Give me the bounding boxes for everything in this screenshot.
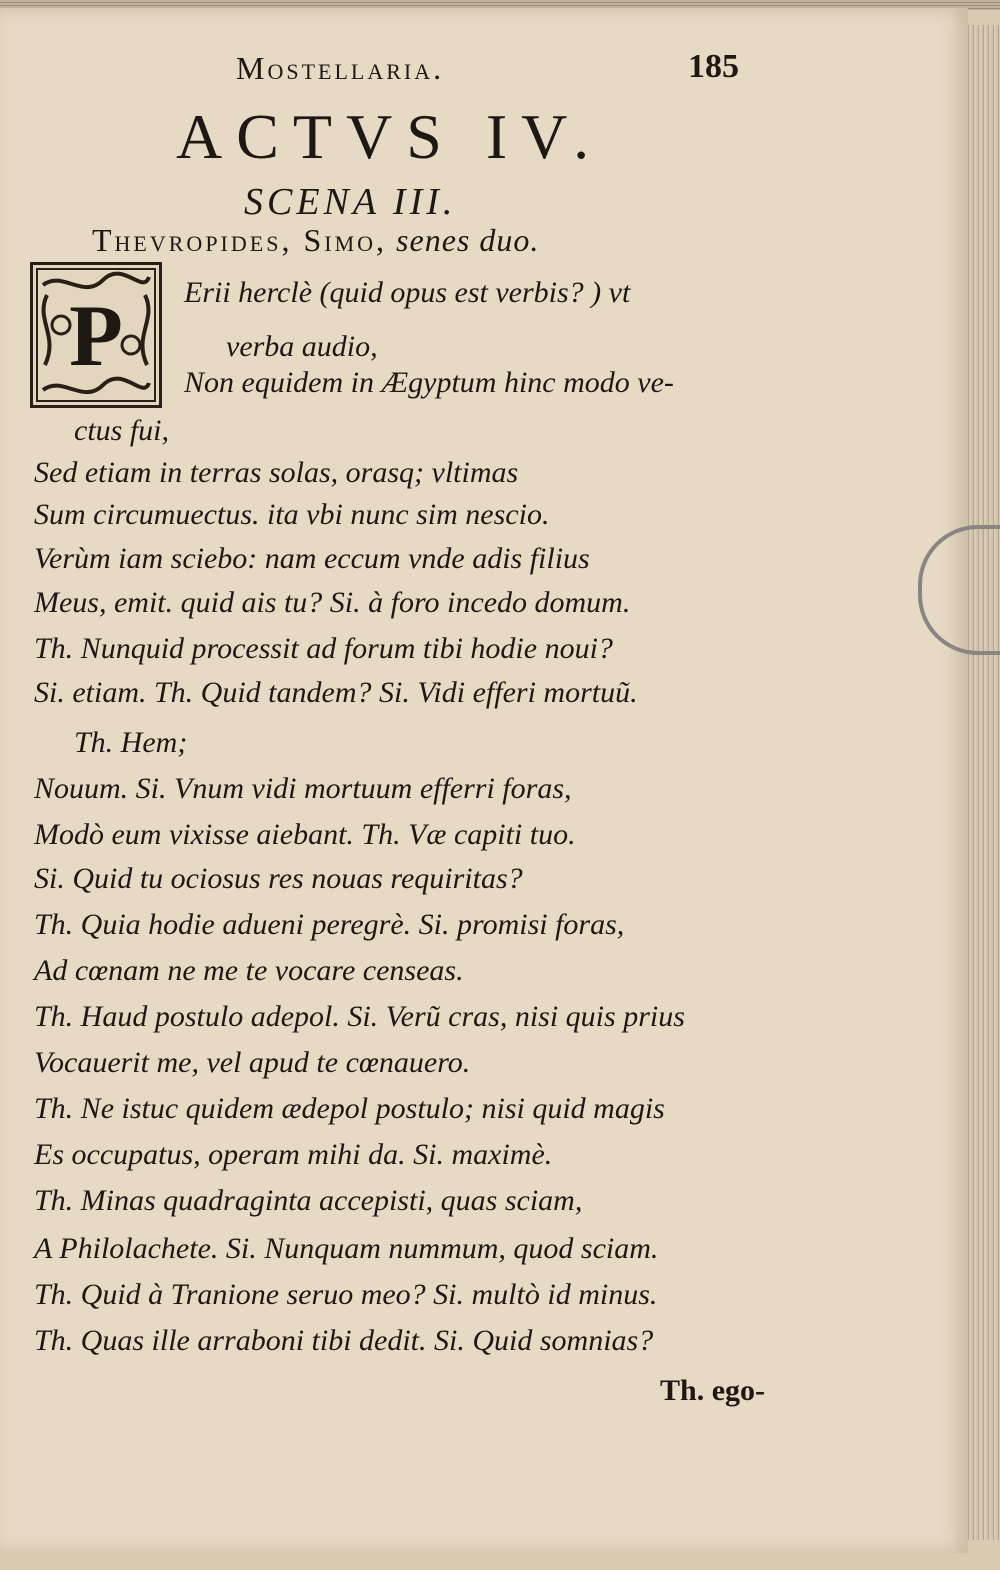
text-line: Th. Hem; [74, 726, 188, 759]
text-line: Th. Haud postulo adepol. Si. Verũ cras, nisi quis prius [34, 1000, 685, 1033]
page-edges [966, 25, 1000, 1540]
text-line: Vocauerit me, vel apud te cœnauero. [34, 1046, 471, 1079]
text-line: Th. Minas quadraginta accepisti, quas sciam, [34, 1184, 583, 1217]
text-line: Modò eum vixisse aiebant. Th. Væ capiti tuo. [34, 818, 576, 851]
text-line: Th. Ne istuc quidem ædepol postulo; nisi quid magis [34, 1092, 665, 1125]
text-line: Th. Quia hodie adueni peregrè. Si. promisi foras, [34, 908, 625, 941]
scene-heading: SCENA III. [244, 181, 457, 223]
speaker-note: senes duo. [396, 222, 540, 258]
ornament-icon [33, 265, 159, 405]
text-line: Non equidem in Ægyptum hinc modo ve- [184, 366, 674, 399]
text-line: Th. Nunquid processit ad forum tibi hodie noui? [34, 632, 613, 665]
text-line: verba audio, [226, 330, 378, 363]
text-line: Si. Quid tu ociosus res nouas requiritas? [34, 862, 523, 895]
text-line: Verùm iam sciebo: nam eccum vnde adis filius [34, 542, 590, 575]
text-line: A Philolachete. Si. Nunquam nummum, quod sciam. [34, 1232, 659, 1265]
text-line: Sum circumuectus. ita vbi nunc sim nescio. [34, 498, 550, 531]
text-line: Es occupatus, operam mihi da. Si. maximè. [34, 1138, 553, 1171]
act-heading: ACTVS IV. [176, 101, 604, 172]
running-head: Mostellaria. [236, 50, 445, 86]
text-line: Nouum. Si. Vnum vidi mortuum efferri foras, [34, 772, 572, 805]
text-line: Sed etiam in terras solas, orasq; vltimas [34, 456, 519, 489]
catchword: Th. ego- [660, 1374, 765, 1407]
dramatis-personae [92, 222, 539, 259]
initial-letter: P [69, 288, 123, 385]
speaker-names: Thevropides, Simo, [92, 222, 388, 258]
text-line: Ad cœnam ne me te vocare censeas. [34, 954, 464, 987]
text-line: Meus, emit. quid ais tu? Si. à foro incedo domum. [34, 586, 631, 619]
text-line: Si. etiam. Th. Quid tandem? Si. Vidi efferi mortuũ. [34, 676, 638, 709]
text-line: ctus fui, [74, 414, 169, 447]
text-line: Th. Quas ille arraboni tibi dedit. Si. Quid somnias? [34, 1324, 654, 1357]
text-line: Th. Quid à Tranione seruo meo? Si. multò id minus. [34, 1278, 658, 1311]
page-number: 185 [688, 48, 739, 85]
decorated-initial [30, 262, 162, 408]
text-line: Erii herclè (quid opus est verbis? ) vt [184, 276, 631, 309]
